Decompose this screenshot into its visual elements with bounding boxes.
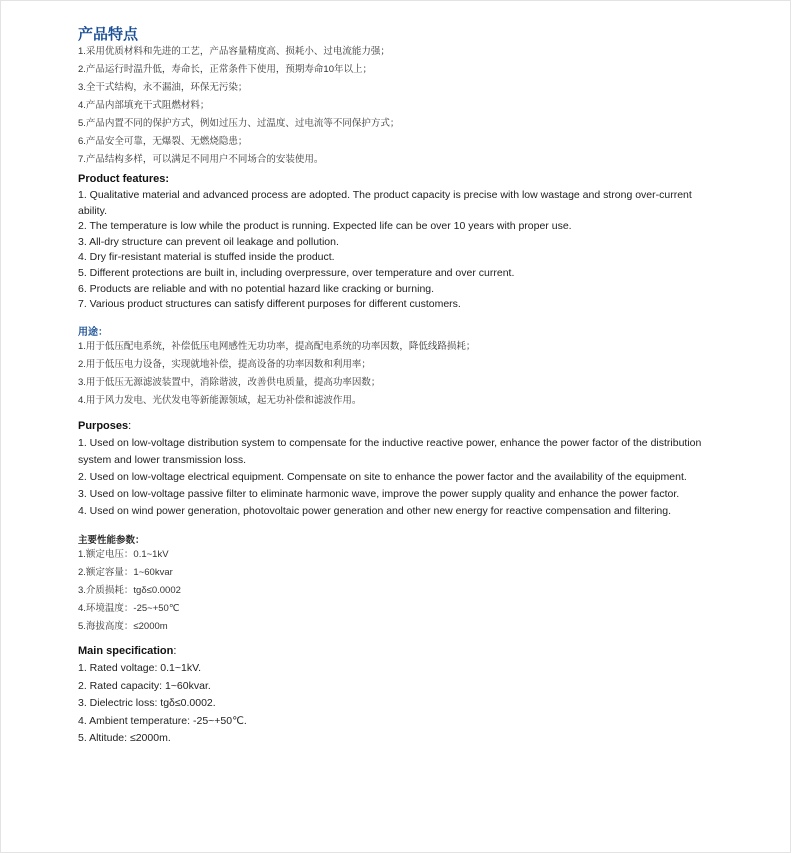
features-cn-item: 2.产品运行时温升低，寿命长，正常条件下使用，预期寿命10年以上； — [78, 64, 372, 75]
features-en-list — [78, 188, 703, 313]
features-cn-item: 5.产品内置不同的保护方式，例如过压力、过温度、过电流等不同保护方式； — [78, 118, 400, 129]
spec-en-item: 1. Rated voltage: 0.1~1kV. — [78, 662, 202, 674]
features-en-item: 1. Qualitative material and advanced process are adopted. The product capacity is precise with low wastage and strong over-current ability. — [78, 189, 692, 217]
purposes-cn-item: 2.用于低压电力设备，实现就地补偿，提高设备的功率因数和利用率； — [78, 359, 371, 370]
purposes-en-item: 1. Used on low-voltage distribution system to compensate for the inductive reactive power, enhance the power factor of the distribution system and lower transmission loss. — [78, 437, 702, 466]
features-cn-title: 产品特点 — [78, 26, 139, 43]
spec-cn-title: 主要性能参数： — [78, 535, 145, 546]
spec-cn-item: 5.海拔高度：≤2000m — [78, 621, 168, 632]
spec-cn-item: 3.介质损耗：tgδ≤0.0002 — [78, 585, 181, 596]
spec-cn-item: 1.额定电压：0.1~1kV — [78, 549, 169, 560]
features-cn-item: 1.采用优质材料和先进的工艺，产品容量精度高、损耗小、过电流能力强； — [78, 46, 390, 57]
purposes-en-title-text: Purposes — [78, 420, 129, 432]
spec-en-title — [78, 645, 176, 657]
purposes-en-item: 4. Used on wind power generation, photovoltaic power generation and other new energy for reactive compensation and filtering. — [78, 505, 672, 517]
features-en-item: 2. The temperature is low while the product is running. Expected life can be over 10 years with proper use. — [78, 220, 572, 233]
spec-en-title-text: Main specification — [78, 645, 174, 657]
spec-en-item: 2. Rated capacity: 1~60kvar. — [78, 679, 211, 692]
purposes-cn-list — [78, 338, 475, 410]
spec-cn-item: 4.环境温度：-25~+50℃ — [78, 603, 180, 614]
purposes-en-list — [78, 435, 708, 520]
features-en-item: 5. Different protections are built in, including overpressure, over temperature and over current. — [78, 266, 515, 279]
purposes-cn-title: 用途： — [78, 327, 108, 338]
purposes-en-item: 2. Used on low-voltage electrical equipment. Compensate on site to enhance the power factor and the availability of the equipment. — [78, 471, 687, 483]
features-cn-list — [78, 43, 399, 169]
spec-en-item: 4. Ambient temperature: -25~+50℃. — [78, 714, 247, 727]
spec-en-item: 3. Dielectric loss: tgδ≤0.0002. — [78, 697, 216, 710]
purposes-cn-item: 4.用于风力发电、光伏发电等新能源领域，起无功补偿和滤波作用。 — [78, 395, 362, 406]
features-cn-item: 3.全干式结构，永不漏油，环保无污染； — [78, 82, 248, 93]
spec-cn-list — [78, 546, 181, 636]
features-cn-item: 6.产品安全可靠，无爆裂、无燃烧隐患； — [78, 136, 248, 147]
purposes-cn-item: 1.用于低压配电系统，补偿低压电网感性无功功率，提高配电系统的功率因数，降低线路损耗； — [78, 341, 476, 352]
features-en-item: 6. Products are reliable and with no potential hazard like cracking or burning. — [78, 282, 435, 295]
spec-cn-item: 2.额定容量：1~60kvar — [78, 567, 173, 578]
spec-en-list — [78, 660, 703, 748]
spec-en-item: 5. Altitude: ≤2000m. — [78, 732, 171, 745]
features-en-item: 3. All-dry structure can prevent oil leakage and pollution. — [78, 235, 339, 248]
spec-en-title-colon: : — [173, 645, 177, 657]
purposes-en-item: 3. Used on low-voltage passive filter to eliminate harmonic wave, improve the power supply quality and enhance the power factor. — [78, 488, 680, 500]
features-en-item: 4. Dry fir-resistant material is stuffed inside the product. — [78, 251, 335, 264]
purposes-en-title — [78, 420, 131, 432]
features-cn-item: 7.产品结构多样，可以满足不同用户不同场合的安装使用。 — [78, 154, 324, 165]
purposes-cn-item: 3.用于低压无源滤波装置中，消除谐波，改善供电质量，提高功率因数； — [78, 377, 381, 388]
purposes-en-title-colon: : — [128, 420, 132, 432]
features-cn-item: 4.产品内部填充干式阻燃材料； — [78, 100, 210, 111]
features-en-title: Product features: — [78, 173, 170, 185]
features-en-item: 7. Various product structures can satisfy different purposes for different customers. — [78, 298, 461, 311]
